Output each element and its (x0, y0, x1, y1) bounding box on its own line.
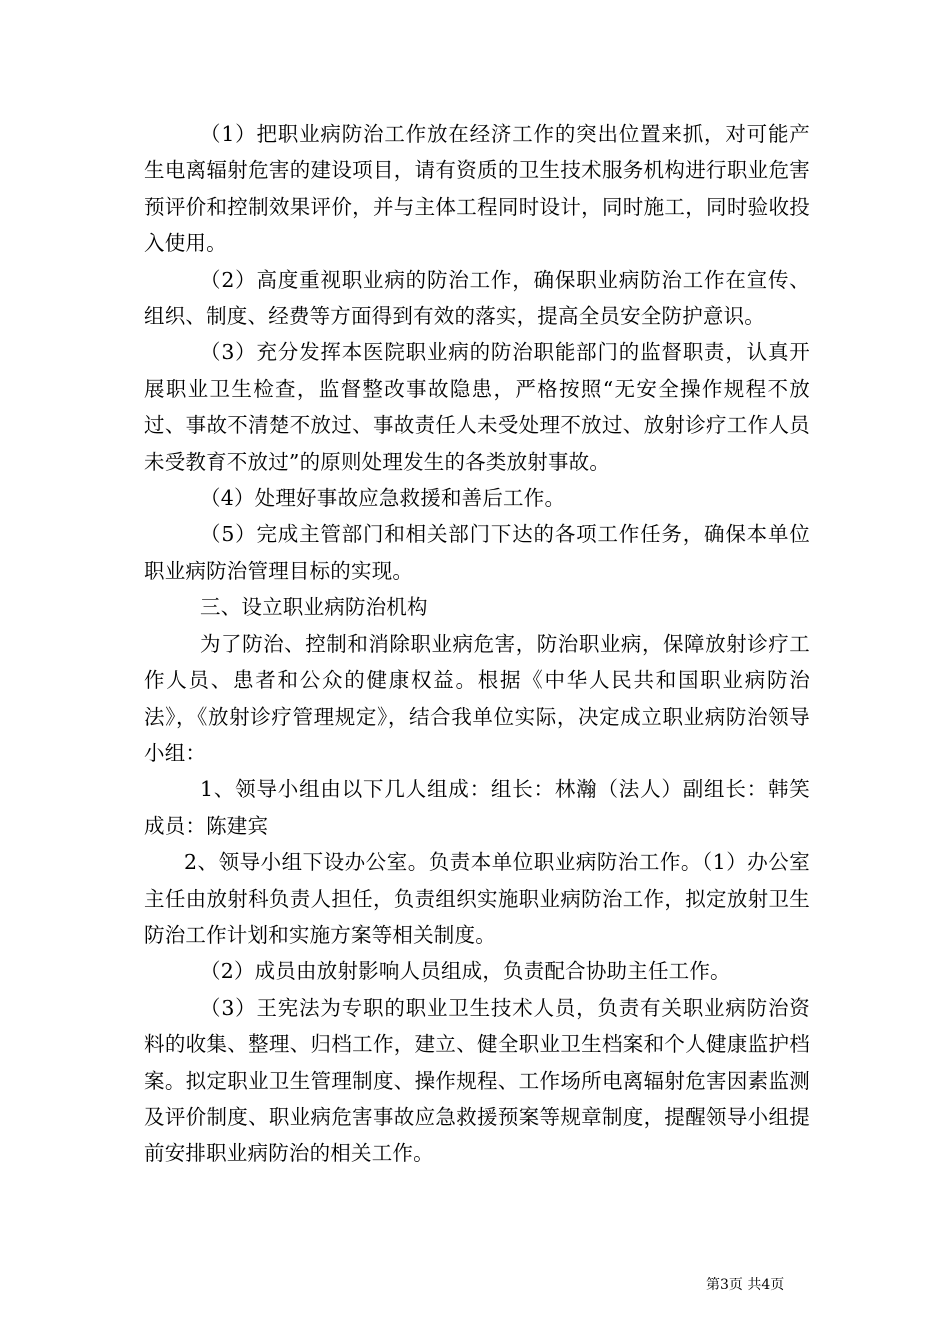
paragraph-technician: （3）王宪法为专职的职业卫生技术人员，负责有关职业病防治资料的收集、整理、归档工作，建立、健全职业卫生档案和个人健康监护档案。拟定职业卫生管理制度、操作规程、工作场所电离辐射危害因素监测及评价制度、职业病危害事故应急救援预案等规章制度，提醒领导小组提前安排职业病防治的相关工作。 (144, 995, 810, 1166)
paragraph-members: 1、领导小组由以下几人组成：组长：林瀚（法人）副组长：韩笑成员：陈建宾 (144, 777, 810, 838)
paragraph-item-1: （1）把职业病防治工作放在经济工作的突出位置来抓，对可能产生电离辐射危害的建设项目，请有资质的卫生技术服务机构进行职业危害预评价和控制效果评价，并与主体工程同时设计，同时施工，同时验收投入使用。 (144, 122, 810, 256)
document-body (144, 116, 810, 1172)
paragraph-intro: 为了防治、控制和消除职业病危害，防治职业病，保障放射诊疗工作人员、患者和公众的健康权益。根据《中华人民共和国职业病防治法》，《放射诊疗管理规定》，结合我单位实际，决定成立职业病防治领导小组： (144, 631, 810, 765)
page-number-footer: 第3页 共4页 (706, 1277, 785, 1293)
paragraph-item-3: （3）充分发挥本医院职业病的防治职能部门的监督职责，认真开展职业卫生检查，监督整改事故隐患，严格按照“无安全操作规程不放过、事故不清楚不放过、事故责任人未受处理不放过、放射诊疗工作人员未受教育不放过”的原则处理发生的各类放射事故。 (144, 340, 810, 474)
paragraph-item-2: （2）高度重视职业病的防治工作，确保职业病防治工作在宣传、组织、制度、经费等方面得到有效的落实，提高全员安全防护意识。 (144, 267, 810, 329)
paragraph-item-5: （5）完成主管部门和相关部门下达的各项工作任务，确保本单位职业病防治管理目标的实现。 (144, 522, 810, 583)
section-heading: 三、设立职业病防治机构 (200, 595, 428, 620)
paragraph-office: 2、领导小组下设办公室。负责本单位职业病防治工作。（1）办公室主任由放射科负责人担任，负责组织实施职业病防治工作，拟定放射卫生防治工作计划和实施方案等相关制度。 (144, 850, 810, 947)
paragraph-item-4: （4）处理好事故应急救援和善后工作。 (200, 486, 566, 511)
paragraph-staff: （2）成员由放射影响人员组成，负责配合协助主任工作。 (200, 959, 731, 984)
